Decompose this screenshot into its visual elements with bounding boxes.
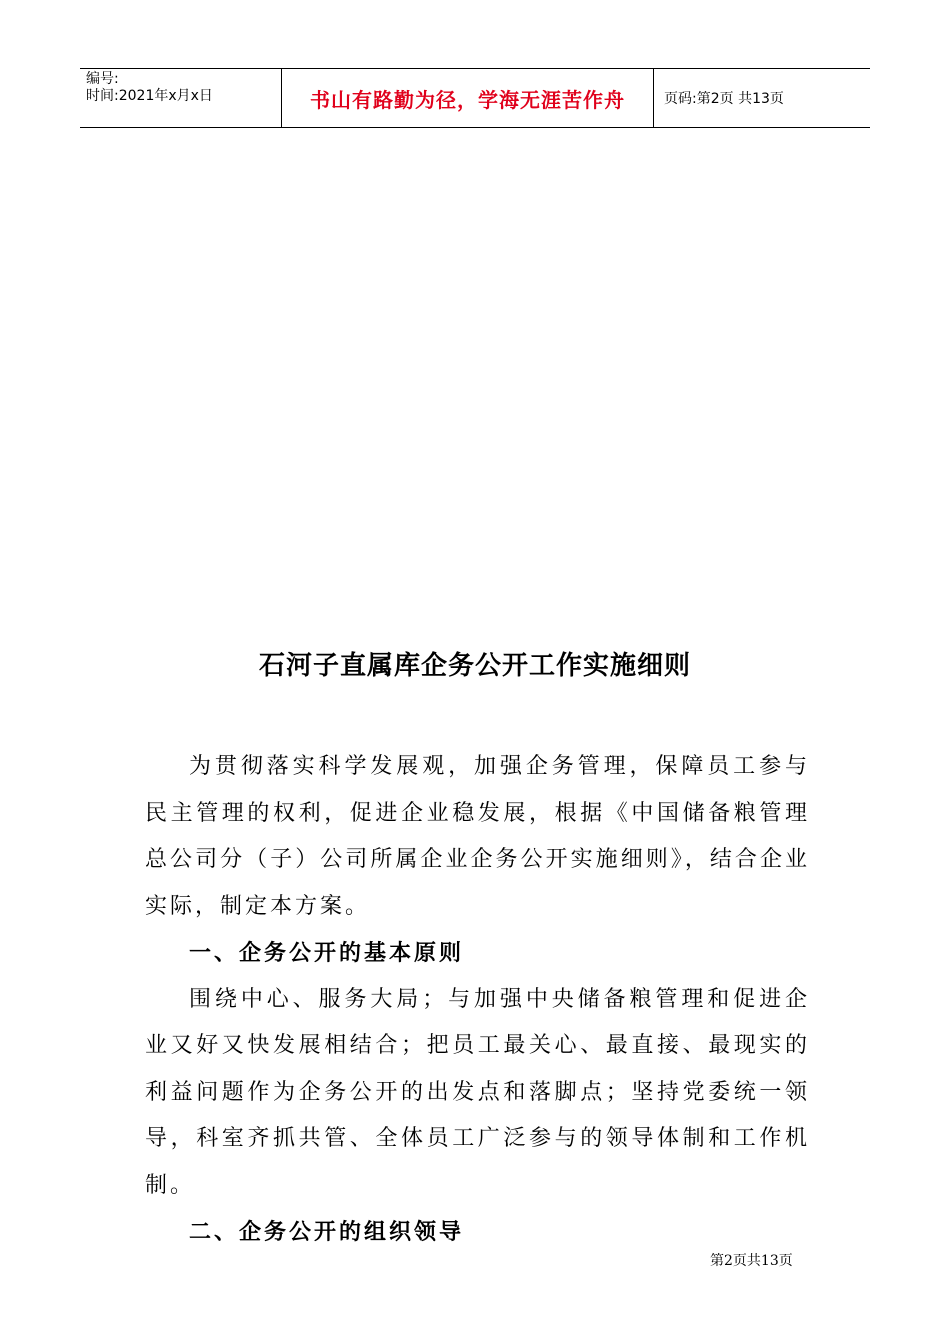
number-label: 编号: <box>86 71 119 87</box>
page-footer: 第2页共13页 <box>710 1253 793 1269</box>
page-header <box>80 68 870 128</box>
header-page-info: 页码:第2页 共13页 <box>664 91 784 107</box>
document-title: 石河子直属库企务公开工作实施细则 <box>258 651 691 681</box>
time-label: 时间:2021年x月x日 <box>86 88 213 104</box>
intro-paragraph: 为贯彻落实科学发展观，加强企务管理，保障员工参与民主管理的权利，促进企业稳发展，根据《中国储备粮管理总公司分（子）公司所属企业企务公开实施细则》，结合企业实际，制定本方案。 <box>145 754 810 919</box>
header-meta <box>80 69 282 127</box>
section-1-heading: 一、企务公开的基本原则 <box>189 940 465 966</box>
section-1-paragraph: 围绕中心、服务大局；与加强中央储备粮管理和促进企业又好又快发展相结合；把员工最关心、最直接、最现实的利益问题作为企务公开的出发点和落脚点；坚持党委统一领导，科室齐抓共管、全体员工广泛参与的领导体制和工作机制。 <box>145 986 810 1198</box>
section-2-heading: 二、企务公开的组织领导 <box>189 1219 465 1245</box>
header-motto: 书山有路勤为径，学海无涯苦作舟 <box>282 69 654 127</box>
document-body <box>145 744 810 1256</box>
